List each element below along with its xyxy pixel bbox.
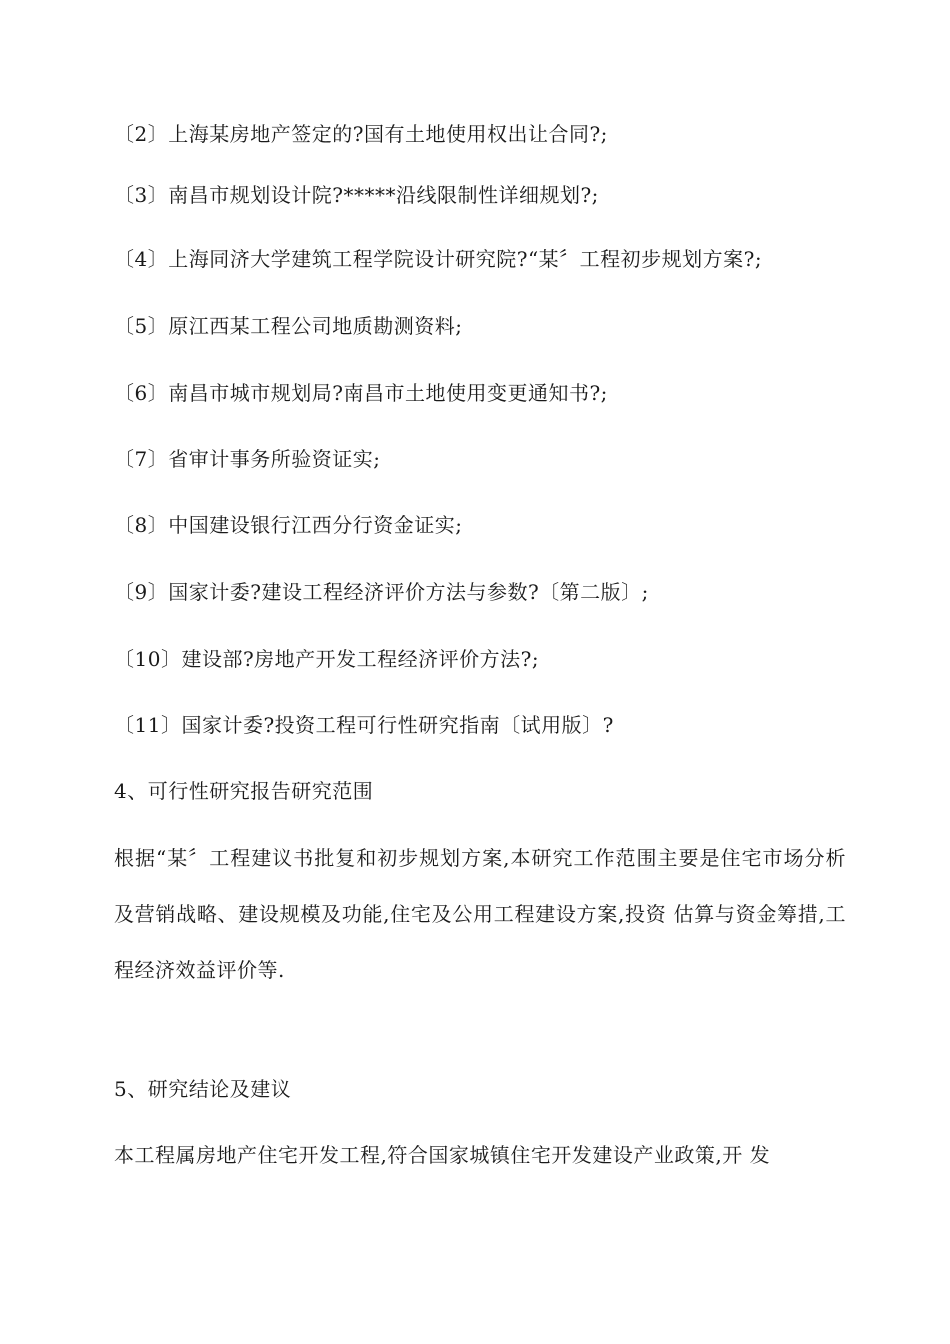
reference-item-7: 〔7〕省审计事务所验资证实; bbox=[114, 447, 381, 471]
reference-item-10: 〔10〕建设部?房地产开发工程经济评价方法?; bbox=[114, 647, 540, 671]
reference-item-11: 〔11〕国家计委?投资工程可行性研究指南〔试用版〕? bbox=[114, 713, 614, 737]
section-4-heading: 4、可行性研究报告研究范围 bbox=[114, 779, 374, 803]
section-5-body: 本工程属房地产住宅开发工程,符合国家城镇住宅开发建设产业政策,开 发 bbox=[114, 1143, 771, 1167]
reference-item-2: 〔2〕上海某房地产签定的?国有土地使用权出让合同?; bbox=[114, 122, 608, 146]
reference-item-5: 〔5〕原江西某工程公司地质勘测资料; bbox=[114, 314, 463, 338]
reference-item-3: 〔3〕南昌市规划设计院?*****沿线限制性详细规划?; bbox=[114, 183, 599, 207]
section-5-heading: 5、研究结论及建议 bbox=[114, 1077, 292, 1101]
reference-item-9: 〔9〕国家计委?建设工程经济评价方法与参数?〔第二版〕; bbox=[114, 580, 649, 604]
reference-item-8: 〔8〕中国建设银行江西分行资金证实; bbox=[114, 513, 463, 537]
reference-item-6: 〔6〕南昌市城市规划局?南昌市土地使用变更通知书?; bbox=[114, 381, 608, 405]
section-4-body: 根据“某〞工程建议书批复和初步规划方案,本研究工作范围主要是住宅市场分析及营销战略、建设规模及功能,住宅及公用工程建设方案,投资 估算与资金筹措,工程经济效益评价等. bbox=[114, 846, 846, 982]
reference-item-4: 〔4〕上海同济大学建筑工程学院设计研究院?“某〞工程初步规划方案?; bbox=[114, 247, 763, 271]
